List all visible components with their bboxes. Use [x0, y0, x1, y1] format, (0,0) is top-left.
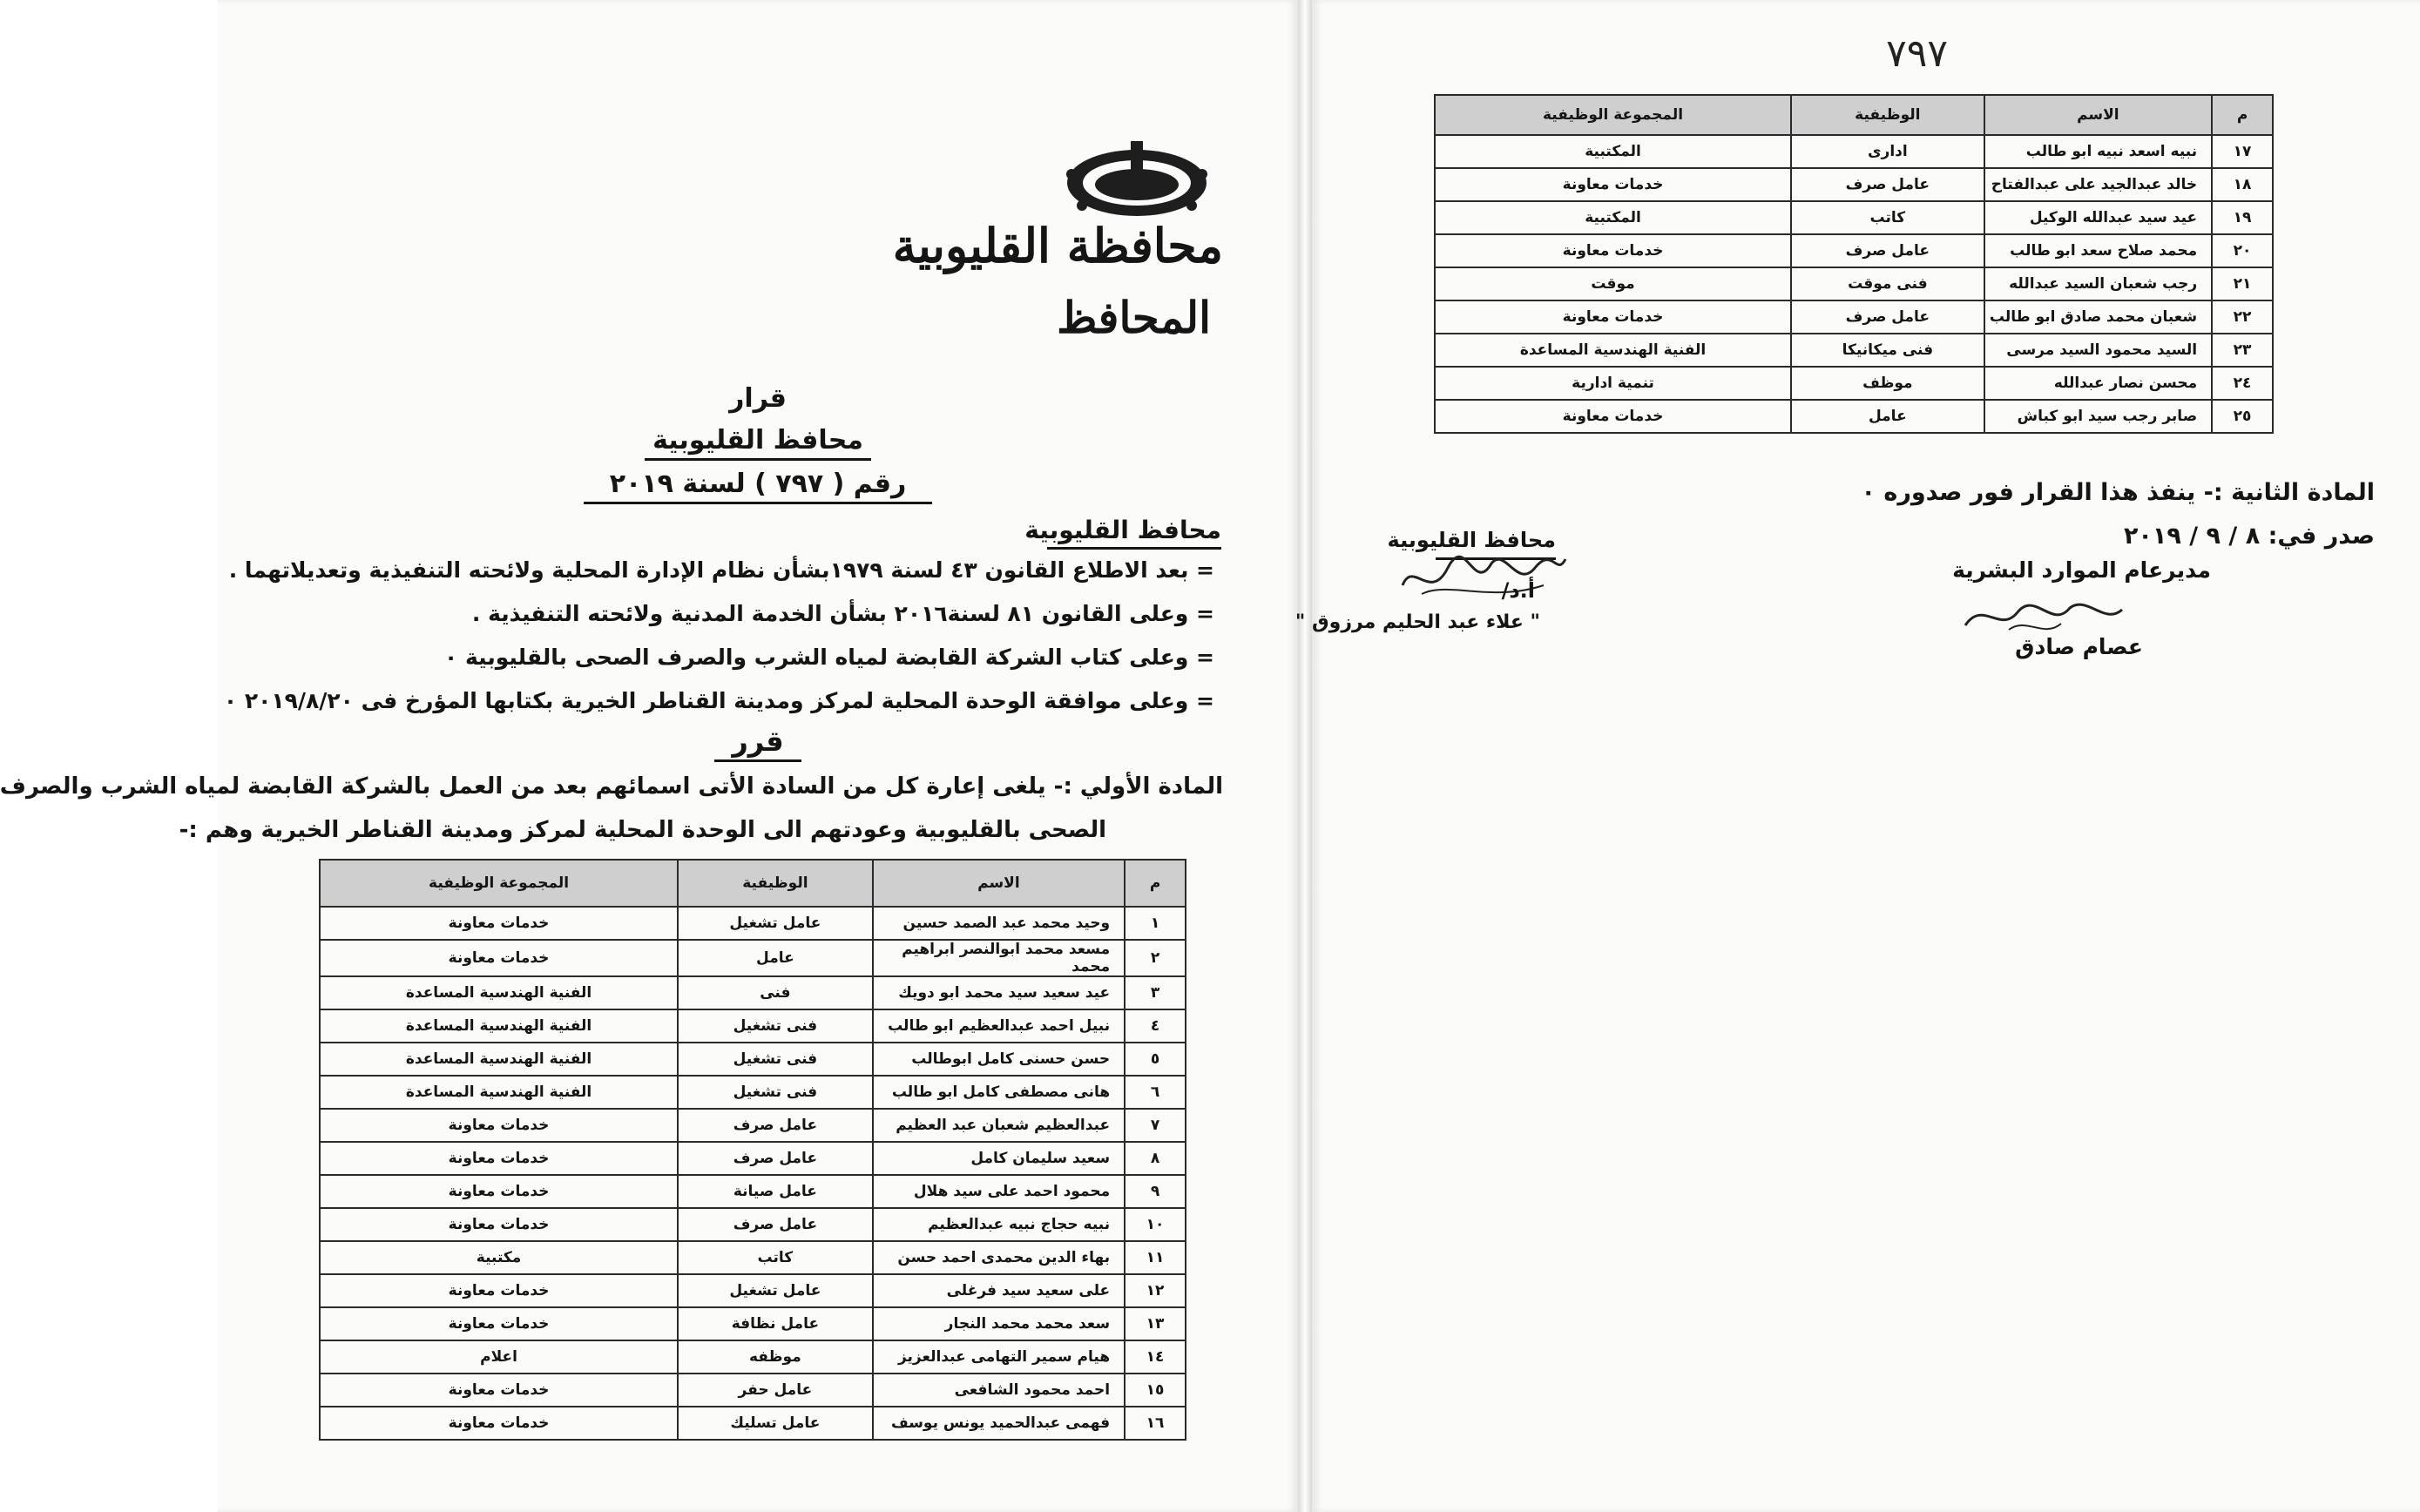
table-row [320, 1109, 1186, 1142]
cell-name: رجب شعبان السيد عبدالله [1984, 267, 2213, 300]
table-row [1435, 367, 2273, 400]
cell-job: عامل تسليك [678, 1407, 873, 1440]
cell-name: سعيد سليمان كامل [873, 1142, 1125, 1175]
hr-director-name: عصام صادق [2015, 634, 2143, 659]
cell-num: ٢٢ [2212, 300, 2273, 334]
table-row [1435, 300, 2273, 334]
cell-group: خدمات معاونة [320, 1274, 678, 1307]
cell-num: ٣ [1125, 976, 1186, 1009]
cell-group: خدمات معاونة [1435, 300, 1791, 334]
preamble-underline [1047, 547, 1221, 550]
cell-num: ٢٤ [2212, 367, 2273, 400]
decision-issuer: محافظ القليوبية [652, 425, 863, 456]
article1-line2: الصحى بالقليوبية وعودتهم الى الوحدة المحلية لمركز ومدينة القناطر الخيرية وهم :- [179, 817, 1106, 843]
cell-name: عيد سيد عبدالله الوكيل [1984, 201, 2213, 234]
cell-group: مكتبية [320, 1241, 678, 1274]
cell-num: ١٠ [1125, 1208, 1186, 1241]
decision-number: رقم ( ٧٩٧ ) لسنة ٢٠١٩ [609, 469, 907, 499]
header-name: الاسم [1984, 95, 2213, 135]
table-row [320, 1043, 1186, 1076]
cell-num: ٨ [1125, 1142, 1186, 1175]
cell-group: خدمات معاونة [1435, 234, 1791, 267]
cell-num: ٤ [1125, 1009, 1186, 1043]
cell-num: ٢ [1125, 940, 1186, 976]
preamble-line: = وعلى كتاب الشركة القابضة لمياه الشرب والصرف الصحى بالقليوبية ٠ [444, 645, 1214, 670]
table-row [1435, 234, 2273, 267]
governorate-name: محافظة القليوبية [892, 218, 1223, 273]
table-row [320, 907, 1186, 940]
cell-job: فنى [678, 976, 873, 1009]
cell-group: خدمات معاونة [320, 1307, 678, 1340]
cell-num: ١٥ [1125, 1374, 1186, 1407]
cell-job: عامل تشغيل [678, 907, 873, 940]
table-row [1435, 135, 2273, 168]
cell-name: محسن نصار عبدالله [1984, 367, 2213, 400]
hr-director-title: مديرعام الموارد البشرية [1952, 557, 2211, 583]
table-header-row [1435, 95, 2273, 135]
cell-num: ١٩ [2212, 201, 2273, 234]
cell-job: عامل صيانة [678, 1175, 873, 1208]
table-row [320, 1307, 1186, 1340]
cell-job: عامل نظافة [678, 1307, 873, 1340]
governor-title: المحافظ [1057, 292, 1211, 343]
table-row [320, 1340, 1186, 1374]
decides-word: قرر [732, 725, 784, 758]
cell-group: الفنية الهندسية المساعدة [320, 1009, 678, 1043]
cell-group: الفنية الهندسية المساعدة [1435, 334, 1791, 367]
cell-group: الفنية الهندسية المساعدة [320, 976, 678, 1009]
cell-group: موقت [1435, 267, 1791, 300]
cell-num: ٩ [1125, 1175, 1186, 1208]
cell-job: عامل حفر [678, 1374, 873, 1407]
cell-num: ٢٣ [2212, 334, 2273, 367]
cell-job: موظفه [678, 1340, 873, 1374]
cell-num: ١٣ [1125, 1307, 1186, 1340]
cell-job: عامل صرف [678, 1109, 873, 1142]
cell-group: خدمات معاونة [320, 1175, 678, 1208]
cell-group: خدمات معاونة [1435, 168, 1791, 201]
cell-num: ١ [1125, 907, 1186, 940]
cell-group: تنمية ادارية [1435, 367, 1791, 400]
cell-name: وحيد محمد عبد الصمد حسين [873, 907, 1125, 940]
decides-underline [714, 759, 801, 762]
header-job: الوظيفية [1791, 95, 1984, 135]
cell-name: سعد محمد محمد النجار [873, 1307, 1125, 1340]
governor-signature-icon [1396, 542, 1570, 611]
preamble-line: = وعلى القانون ٨١ لسنة٢٠١٦ بشأن الخدمة المدنية ولائحته التنفيذية . [471, 601, 1214, 626]
cell-job: موظف [1791, 367, 1984, 400]
table-row [320, 1142, 1186, 1175]
header-num: م [1125, 860, 1186, 907]
cell-name: احمد محمود الشافعى [873, 1374, 1125, 1407]
cell-name: فهمى عبدالحميد يونس يوسف [873, 1407, 1125, 1440]
cell-num: ٢٥ [2212, 400, 2273, 433]
article1-line1: المادة الأولي :- يلغى إعارة كل من السادة الأتى اسمائهم بعد من العمل بالشركة القابضة لمياه الشرب والصرف [0, 773, 1223, 800]
cell-job: فنى تشغيل [678, 1043, 873, 1076]
handwritten-number: ٧٩٧ [1886, 31, 1948, 76]
table-row [320, 1076, 1186, 1109]
cell-num: ٥ [1125, 1043, 1186, 1076]
governorate-emblem-icon [1063, 139, 1211, 218]
issuer-underline [645, 458, 871, 461]
cell-num: ١٨ [2212, 168, 2273, 201]
table-header-row [320, 860, 1186, 907]
cell-group: خدمات معاونة [320, 907, 678, 940]
cell-num: ٢١ [2212, 267, 2273, 300]
cell-name: شعبان محمد صادق ابو طالب [1984, 300, 2213, 334]
cell-job: فنى تشغيل [678, 1076, 873, 1109]
cell-num: ١٦ [1125, 1407, 1186, 1440]
table-row [320, 1274, 1186, 1307]
header-group: المجموعة الوظيفية [1435, 95, 1791, 135]
header-num: م [2212, 95, 2273, 135]
cell-num: ١١ [1125, 1241, 1186, 1274]
table-row [1435, 201, 2273, 234]
table-row [1435, 267, 2273, 300]
preamble-line: = بعد الاطلاع القانون ٤٣ لسنة ١٩٧٩بشأن نظام الإدارة المحلية ولائحته التنفيذية وتعديلاتهما . [228, 557, 1214, 583]
cell-num: ٧ [1125, 1109, 1186, 1142]
cell-group: المكتبية [1435, 135, 1791, 168]
table-row [320, 1374, 1186, 1407]
table-row [1435, 334, 2273, 367]
cell-job: عامل [678, 940, 873, 976]
cell-job: عامل صرف [1791, 300, 1984, 334]
cell-group: اعلام [320, 1340, 678, 1374]
signing-governor-name: " علاء عبد الحليم مرزوق " [1294, 611, 1540, 633]
header-name: الاسم [873, 860, 1125, 907]
cell-job: كاتب [1791, 201, 1984, 234]
cell-name: عيد سعيد سيد محمد ابو دويك [873, 976, 1125, 1009]
cell-name: خالد عبدالجيد على عبدالفتاح [1984, 168, 2213, 201]
header-job: الوظيفية [678, 860, 873, 907]
page-fold [1298, 0, 1312, 1512]
employees-table-left [319, 859, 1186, 1441]
number-underline [584, 502, 932, 504]
signing-governor-title: محافظ القليوبية [1387, 528, 1556, 552]
table-row [320, 940, 1186, 976]
cell-name: عبدالعظيم شعبان عبد العظيم [873, 1109, 1125, 1142]
cell-num: ١٧ [2212, 135, 2273, 168]
cell-name: السيد محمود السيد مرسى [1984, 334, 2213, 367]
cell-name: هانى مصطفى كامل ابو طالب [873, 1076, 1125, 1109]
cell-group: خدمات معاونة [320, 1407, 678, 1440]
cell-num: ١٢ [1125, 1274, 1186, 1307]
cell-name: هيام سمير التهامى عبدالعزيز [873, 1340, 1125, 1374]
cell-name: صابر رجب سيد ابو كباش [1984, 400, 2213, 433]
decision-page-right [1294, 0, 2420, 1512]
cell-job: فنى موقت [1791, 267, 1984, 300]
cell-name: بهاء الدين محمدى احمد حسن [873, 1241, 1125, 1274]
cell-name: محمود احمد على سيد هلال [873, 1175, 1125, 1208]
cell-job: عامل [1791, 400, 1984, 433]
decision-word: قرار [729, 383, 787, 414]
cell-group: خدمات معاونة [320, 940, 678, 976]
table-row [320, 1208, 1186, 1241]
governor-prefix: أ.د/ [1501, 578, 1535, 603]
issued-on: صدر في: ٨ / ٩ / ٢٠١٩ [2123, 523, 2375, 550]
cell-job: عامل صرف [678, 1142, 873, 1175]
employees-table-right [1434, 94, 2274, 434]
cell-group: خدمات معاونة [320, 1374, 678, 1407]
cell-job: كاتب [678, 1241, 873, 1274]
cell-name: محمد صلاح سعد ابو طالب [1984, 234, 2213, 267]
table-row [1435, 400, 2273, 433]
cell-group: الفنية الهندسية المساعدة [320, 1076, 678, 1109]
cell-name: مسعد محمد ابوالنصر ابراهيم محمد [873, 940, 1125, 976]
cell-name: على سعيد سيد فرغلى [873, 1274, 1125, 1307]
table-row [320, 1009, 1186, 1043]
cell-name: نبيل احمد عبدالعظيم ابو طالب [873, 1009, 1125, 1043]
table-row [320, 976, 1186, 1009]
cell-job: عامل تشغيل [678, 1274, 873, 1307]
preamble-heading: محافظ القليوبية [1024, 516, 1221, 544]
table-row [320, 1241, 1186, 1274]
cell-group: خدمات معاونة [320, 1142, 678, 1175]
cell-job: فنى تشغيل [678, 1009, 873, 1043]
cell-group: المكتبية [1435, 201, 1791, 234]
cell-num: ٦ [1125, 1076, 1186, 1109]
cell-group: خدمات معاونة [320, 1109, 678, 1142]
preamble-line: = وعلى موافقة الوحدة المحلية لمركز ومدينة القناطر الخيرية بكتابها المؤرخ فى ٢٠١٩/٨/٢٠ ٠ [223, 688, 1214, 713]
cell-job: عامل صرف [1791, 168, 1984, 201]
table-row [320, 1407, 1186, 1440]
cell-name: نبيه حجاج نبيه عبدالعظيم [873, 1208, 1125, 1241]
cell-name: نبيه اسعد نبيه ابو طالب [1984, 135, 2213, 168]
cell-name: حسن حسنى كامل ابوطالب [873, 1043, 1125, 1076]
cell-num: ١٤ [1125, 1340, 1186, 1374]
table-row [1435, 168, 2273, 201]
table-row [320, 1175, 1186, 1208]
cell-group: خدمات معاونة [320, 1208, 678, 1241]
cell-job: ادارى [1791, 135, 1984, 168]
cell-job: عامل صرف [1791, 234, 1984, 267]
article2: المادة الثانية :- ينفذ هذا القرار فور صدوره ٠ [1861, 479, 2375, 506]
cell-job: عامل صرف [678, 1208, 873, 1241]
cell-group: الفنية الهندسية المساعدة [320, 1043, 678, 1076]
header-group: المجموعة الوظيفية [320, 860, 678, 907]
cell-job: فنى ميكانيكا [1791, 334, 1984, 367]
cell-num: ٢٠ [2212, 234, 2273, 267]
cell-group: خدمات معاونة [1435, 400, 1791, 433]
